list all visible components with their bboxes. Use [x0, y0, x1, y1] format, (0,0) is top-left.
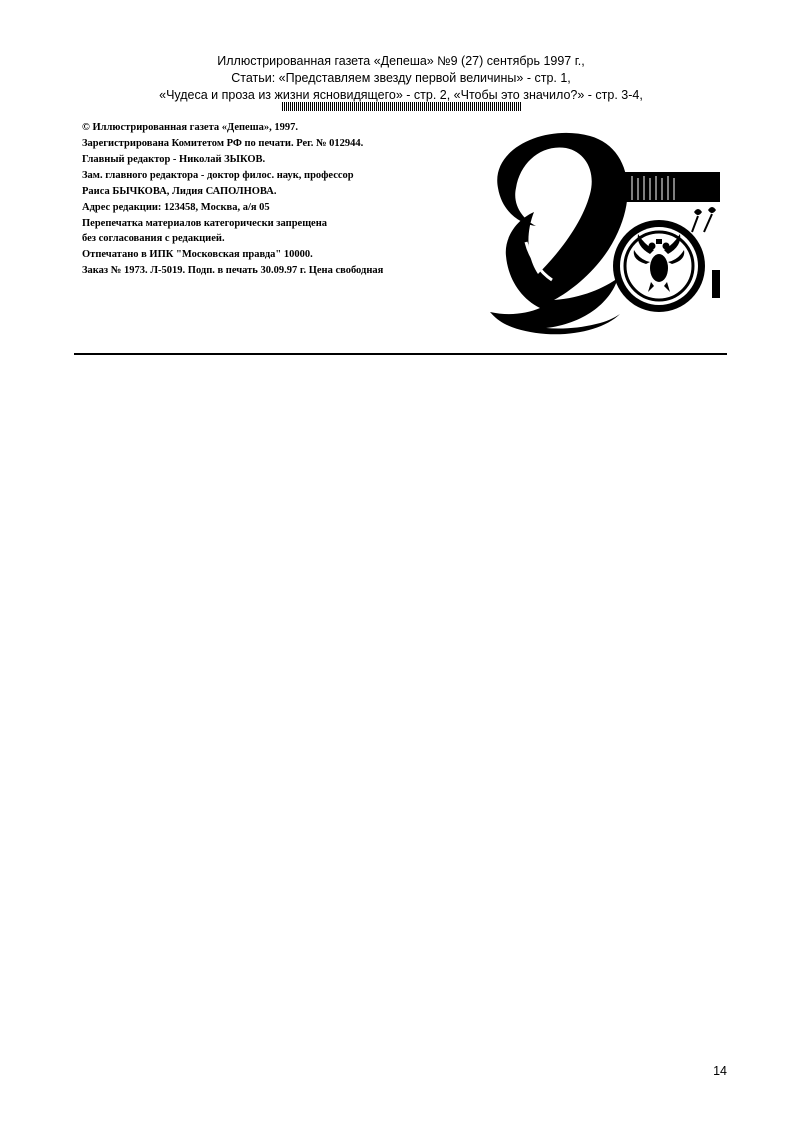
- imprint-block: [82, 120, 383, 279]
- imprint-order: Заказ № 1973. Л-5019. Подп. в печать 30.09.97 г. Цена свободная: [82, 265, 384, 276]
- header-issue-line: Иллюстрированная газета «Депеша» №9 (27) сентябрь 1997 г.,: [217, 54, 585, 68]
- header-articles-line: Статьи: «Представляем звезду первой величины» - стр. 1,: [231, 71, 571, 85]
- header-filler-marks: [282, 102, 522, 111]
- depesha-logo-icon: [486, 128, 726, 336]
- imprint-address: Адрес редакции: 123458, Москва, а/я 05: [82, 202, 270, 213]
- header-articles-continued-line: «Чудеса и проза из жизни ясновидящего» - стр. 2, «Чтобы это значило?» - стр. 3-4,: [159, 88, 643, 102]
- imprint-reprint-notice: Перепечатка материалов категорически запрещена: [82, 218, 328, 229]
- imprint-deputy-editor-names: Раиса БЫЧКОВА, Лидия САПОЛНОВА.: [82, 186, 277, 197]
- imprint-reprint-notice-continued: без согласования с редакцией.: [82, 233, 225, 244]
- page-number: 14: [713, 1064, 727, 1078]
- horizontal-rule: [74, 353, 727, 355]
- imprint-printing: Отпечатано в ИПК "Московская правда" 10000.: [82, 249, 313, 260]
- imprint-copyright: © Иллюстрированная газета «Депеша», 1997.: [82, 122, 298, 133]
- document-header: [0, 53, 802, 111]
- imprint-registration: Зарегистрирована Комитетом РФ по печати. Рег. № 012944.: [82, 138, 364, 149]
- imprint-deputy-editor: Зам. главного редактора - доктор филос. наук, профессор: [82, 170, 354, 181]
- imprint-chief-editor: Главный редактор - Николай ЗЫКОВ.: [82, 154, 266, 165]
